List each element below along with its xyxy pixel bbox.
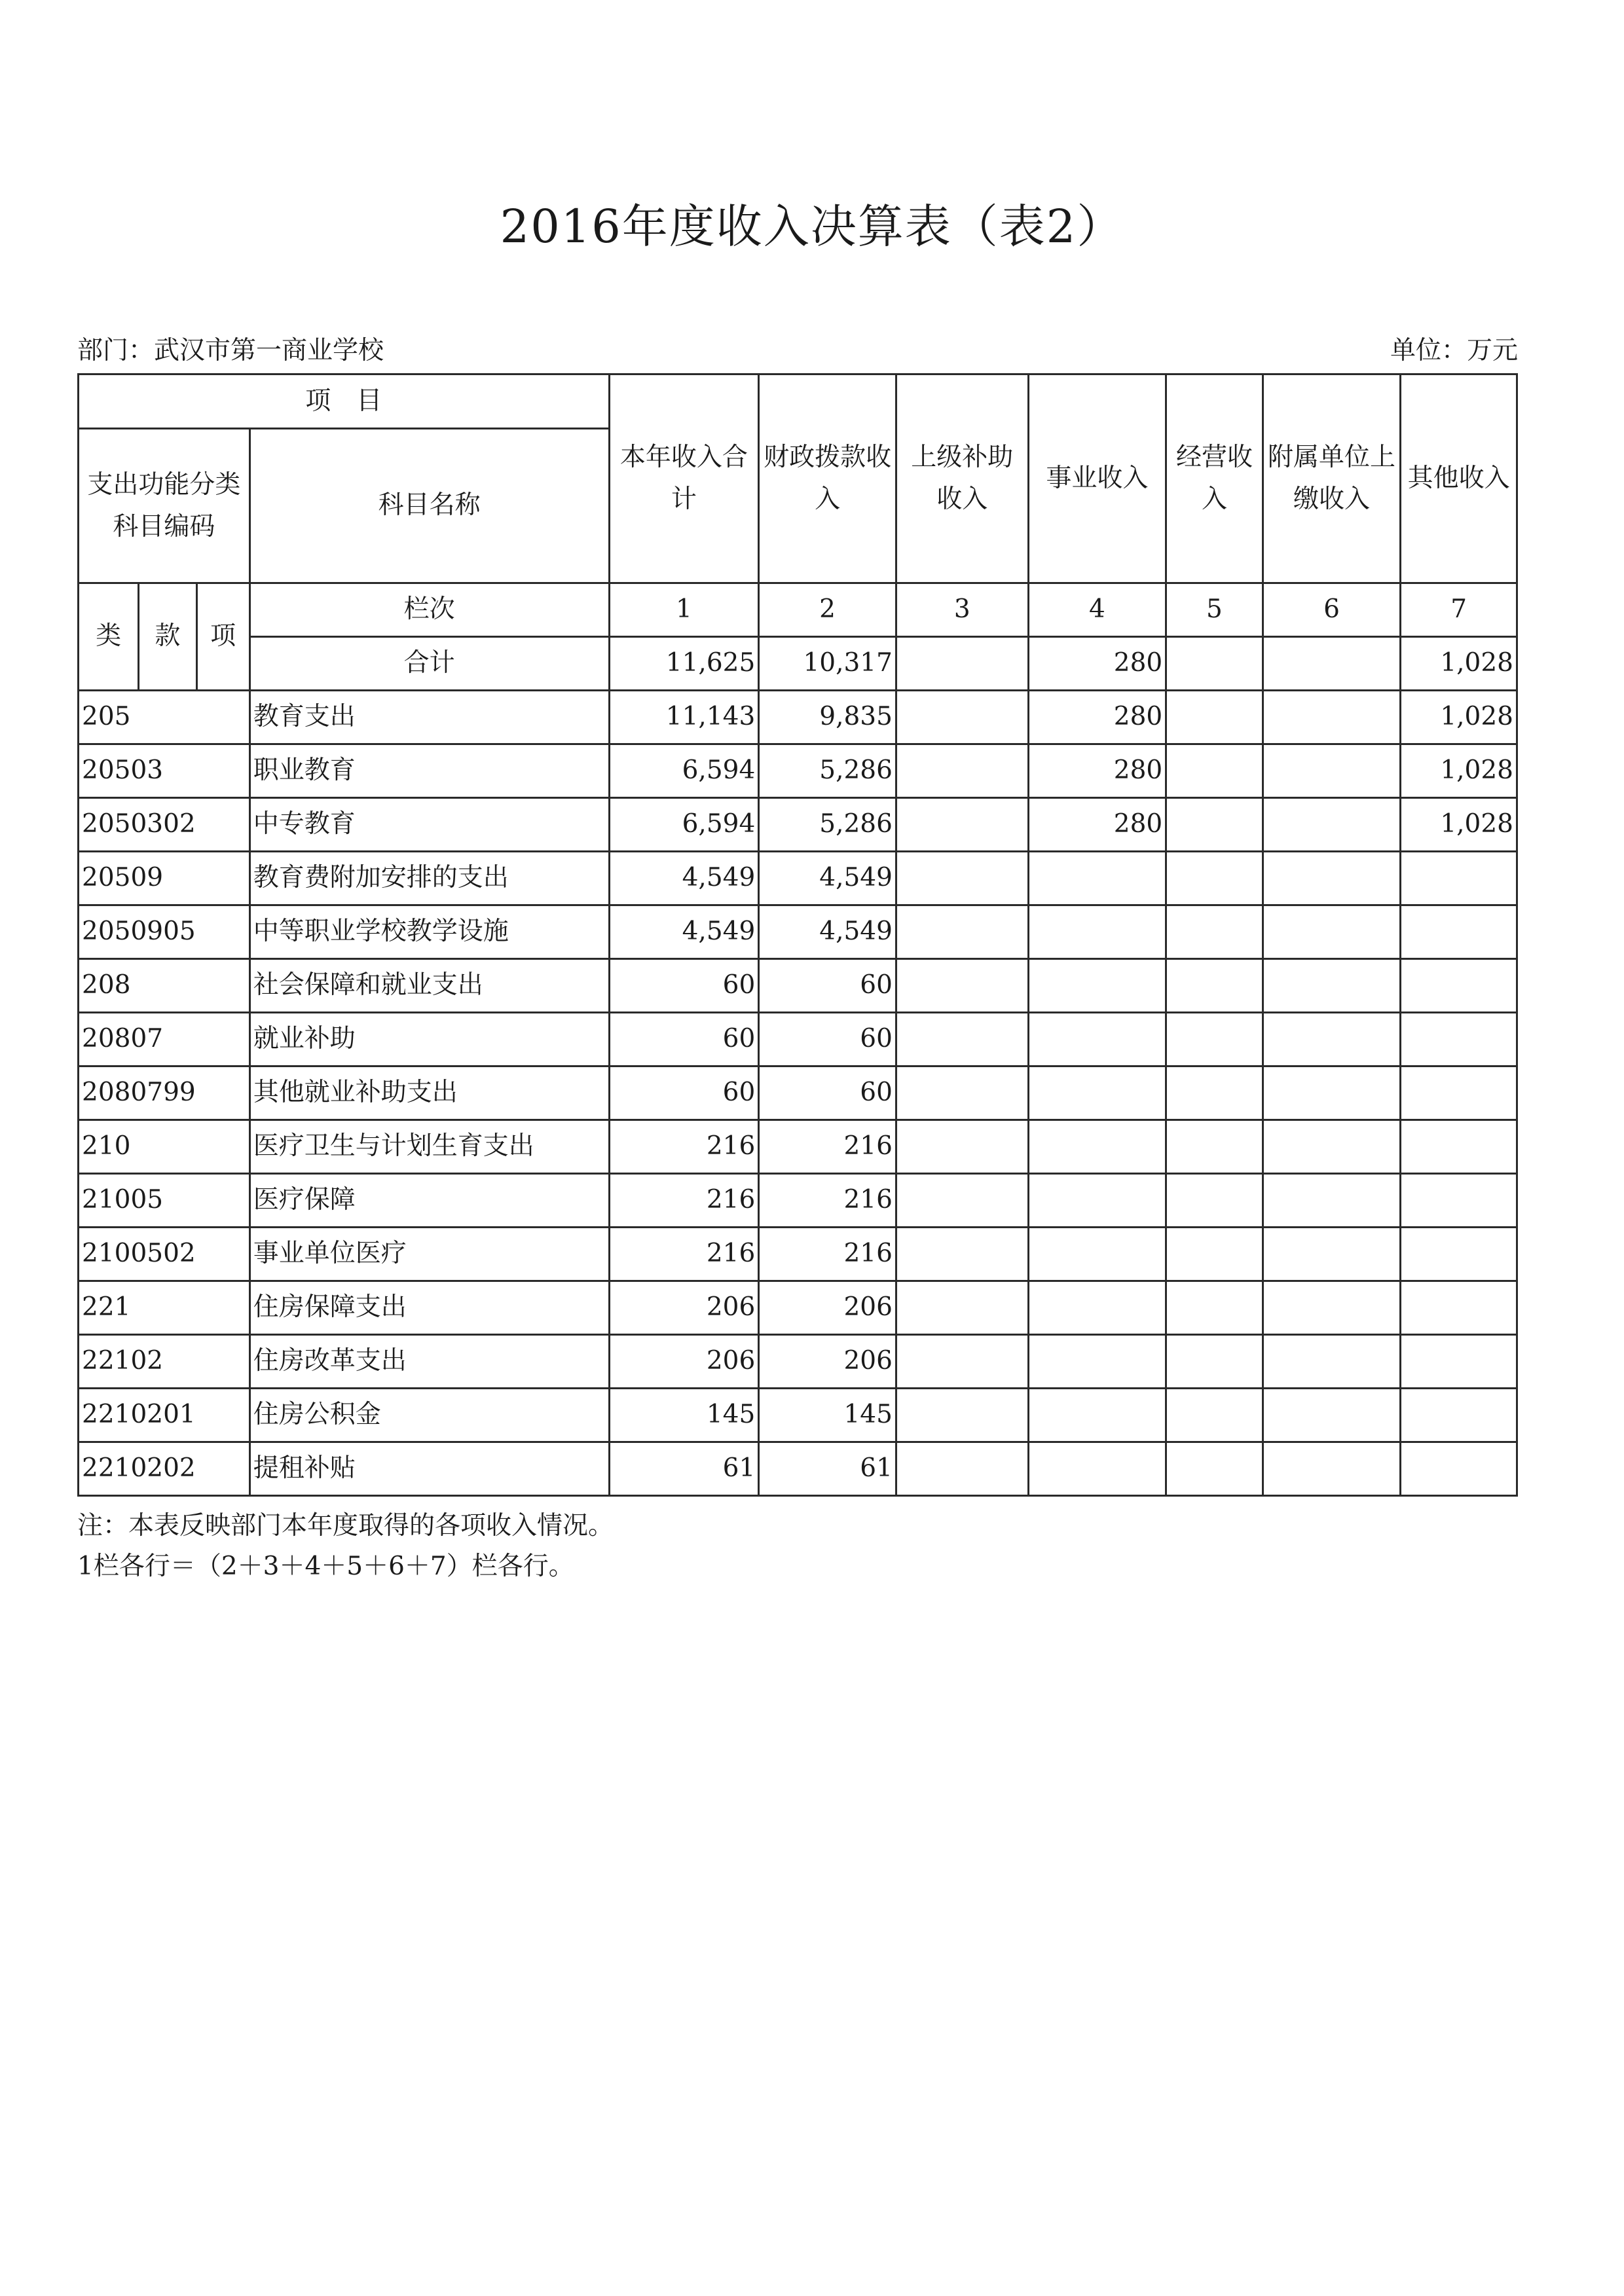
amount-cell: 145 (759, 1389, 896, 1442)
amount-cell (1166, 691, 1263, 744)
col-header-total: 本年收入合计 (609, 374, 759, 583)
amount-cell (896, 744, 1028, 798)
amount-cell (1401, 1389, 1517, 1442)
amount-cell (1263, 1228, 1401, 1281)
table-row (79, 959, 1517, 1013)
amount-cell (1166, 852, 1263, 905)
total-cell (1166, 637, 1263, 691)
amount-cell (1028, 1066, 1166, 1120)
total-cell (896, 637, 1028, 691)
code-group-header: 支出功能分类科目编码 (79, 429, 250, 583)
amount-cell (1263, 1120, 1401, 1174)
amount-cell (1028, 1174, 1166, 1228)
amount-cell: 206 (609, 1335, 759, 1389)
amount-cell (1263, 959, 1401, 1013)
amount-cell (896, 1013, 1028, 1066)
project-header: 项 目 (79, 374, 610, 429)
amount-cell (1028, 905, 1166, 959)
amount-cell: 60 (609, 1066, 759, 1120)
report-title: 2016年度收入决算表（表2） (500, 200, 1124, 253)
table-row (79, 1442, 1517, 1496)
subject-code: 2210201 (79, 1389, 250, 1442)
amount-cell (1263, 1281, 1401, 1335)
amount-cell (1166, 798, 1263, 852)
amount-cell: 4,549 (759, 905, 896, 959)
amount-cell: 60 (609, 959, 759, 1013)
amount-cell (1166, 1066, 1263, 1120)
subject-code: 205 (79, 691, 250, 744)
subject-code: 2210202 (79, 1442, 250, 1496)
amount-cell (1263, 1389, 1401, 1442)
total-cell: 280 (1028, 637, 1166, 691)
amount-cell: 145 (609, 1389, 759, 1442)
table-row (79, 1013, 1517, 1066)
amount-cell (896, 1389, 1028, 1442)
table-row (79, 1389, 1517, 1442)
amount-cell (1166, 744, 1263, 798)
total-cell: 11,625 (609, 637, 759, 691)
table-row (79, 1174, 1517, 1228)
amount-cell: 5,286 (759, 744, 896, 798)
table-row (79, 1120, 1517, 1174)
amount-cell: 216 (759, 1174, 896, 1228)
table-row (79, 744, 1517, 798)
amount-cell (1401, 1174, 1517, 1228)
note-line: 注：本表反映部门本年度取得的各项收入情况。 (77, 1511, 614, 1540)
amount-cell: 280 (1028, 691, 1166, 744)
amount-cell: 216 (759, 1120, 896, 1174)
amount-cell: 4,549 (759, 852, 896, 905)
col-header-superior: 上级补助收入 (896, 374, 1028, 583)
column-number: 1 (609, 583, 759, 637)
amount-cell (1263, 1066, 1401, 1120)
subject-code: 22102 (79, 1335, 250, 1389)
subject-name: 医疗卫生与计划生育支出 (249, 1120, 609, 1174)
amount-cell (1166, 1013, 1263, 1066)
amount-cell: 216 (609, 1228, 759, 1281)
col-header-affiliated: 附属单位上缴收入 (1263, 374, 1401, 583)
amount-cell: 9,835 (759, 691, 896, 744)
column-number: 7 (1401, 583, 1517, 637)
subject-name: 事业单位医疗 (249, 1228, 609, 1281)
amount-cell: 60 (609, 1013, 759, 1066)
column-index-label: 栏次 (249, 583, 609, 637)
amount-cell (1166, 1335, 1263, 1389)
amount-cell (1263, 1013, 1401, 1066)
xiang-header: 项 (196, 583, 249, 691)
income-table (77, 373, 1518, 1497)
amount-cell (1263, 905, 1401, 959)
amount-cell (1401, 1066, 1517, 1120)
subject-code: 20807 (79, 1013, 250, 1066)
amount-cell (1166, 905, 1263, 959)
amount-cell (896, 1120, 1028, 1174)
amount-cell (896, 691, 1028, 744)
subject-name: 教育支出 (249, 691, 609, 744)
table-row (79, 1228, 1517, 1281)
notes (77, 1506, 614, 1587)
column-number: 6 (1263, 583, 1401, 637)
subject-name: 住房保障支出 (249, 1281, 609, 1335)
amount-cell: 280 (1028, 744, 1166, 798)
table-row (79, 1335, 1517, 1389)
amount-cell: 280 (1028, 798, 1166, 852)
subject-name: 职业教育 (249, 744, 609, 798)
department-label: 部门：武汉市第一商业学校 (77, 336, 384, 365)
subject-code: 210 (79, 1120, 250, 1174)
amount-cell (1028, 959, 1166, 1013)
subject-name: 中专教育 (249, 798, 609, 852)
amount-cell: 1,028 (1401, 744, 1517, 798)
amount-cell: 60 (759, 1013, 896, 1066)
subject-name: 提租补贴 (249, 1442, 609, 1496)
subject-code: 2080799 (79, 1066, 250, 1120)
amount-cell (1028, 1228, 1166, 1281)
amount-cell (1028, 1335, 1166, 1389)
table-row (79, 905, 1517, 959)
amount-cell (896, 1281, 1028, 1335)
subject-code: 21005 (79, 1174, 250, 1228)
amount-cell (1166, 959, 1263, 1013)
table-row (79, 1281, 1517, 1335)
amount-cell (1401, 1013, 1517, 1066)
subject-code: 2050905 (79, 905, 250, 959)
subject-code: 20509 (79, 852, 250, 905)
subject-code: 20503 (79, 744, 250, 798)
amount-cell (1401, 1335, 1517, 1389)
total-row (79, 637, 1517, 691)
amount-cell (1401, 959, 1517, 1013)
amount-cell: 5,286 (759, 798, 896, 852)
amount-cell (1263, 1174, 1401, 1228)
amount-cell (896, 905, 1028, 959)
amount-cell (1263, 691, 1401, 744)
total-label: 合计 (249, 637, 609, 691)
amount-cell (1028, 1389, 1166, 1442)
total-cell (1263, 637, 1401, 691)
amount-cell: 206 (759, 1281, 896, 1335)
amount-cell (1401, 1228, 1517, 1281)
amount-cell (1263, 1442, 1401, 1496)
amount-cell (896, 1442, 1028, 1496)
amount-cell (1401, 1120, 1517, 1174)
subject-name: 医疗保障 (249, 1174, 609, 1228)
amount-cell (1401, 1442, 1517, 1496)
amount-cell (1263, 744, 1401, 798)
col-header-operating: 经营收入 (1166, 374, 1263, 583)
subject-code: 221 (79, 1281, 250, 1335)
subject-name: 社会保障和就业支出 (249, 959, 609, 1013)
amount-cell: 216 (609, 1174, 759, 1228)
total-cell: 10,317 (759, 637, 896, 691)
note-line: 1栏各行＝（2＋3＋4＋5＋6＋7）栏各行。 (77, 1552, 574, 1581)
amount-cell: 206 (609, 1281, 759, 1335)
amount-cell: 6,594 (609, 744, 759, 798)
lei-header: 类 (79, 583, 139, 691)
subject-code: 2050302 (79, 798, 250, 852)
subject-name: 其他就业补助支出 (249, 1066, 609, 1120)
kuan-header: 款 (139, 583, 196, 691)
amount-cell (896, 1335, 1028, 1389)
amount-cell (1401, 1281, 1517, 1335)
unit-label: 单位：万元 (1390, 336, 1518, 365)
column-number: 4 (1028, 583, 1166, 637)
amount-cell (1401, 905, 1517, 959)
amount-cell: 6,594 (609, 798, 759, 852)
amount-cell (1028, 1281, 1166, 1335)
amount-cell (1166, 1389, 1263, 1442)
amount-cell: 216 (759, 1228, 896, 1281)
amount-cell: 216 (609, 1120, 759, 1174)
column-number: 5 (1166, 583, 1263, 637)
table-row (79, 798, 1517, 852)
amount-cell: 1,028 (1401, 798, 1517, 852)
amount-cell (1263, 798, 1401, 852)
subject-code: 208 (79, 959, 250, 1013)
amount-cell (1166, 1120, 1263, 1174)
amount-cell (1166, 1174, 1263, 1228)
subject-name-header: 科目名称 (249, 429, 609, 583)
amount-cell (1028, 1120, 1166, 1174)
col-header-business: 事业收入 (1028, 374, 1166, 583)
amount-cell (896, 852, 1028, 905)
amount-cell (1028, 1013, 1166, 1066)
amount-cell (896, 1228, 1028, 1281)
subject-code: 2100502 (79, 1228, 250, 1281)
amount-cell (896, 798, 1028, 852)
amount-cell (1028, 852, 1166, 905)
amount-cell (1028, 1442, 1166, 1496)
amount-cell: 206 (759, 1335, 896, 1389)
column-number: 3 (896, 583, 1028, 637)
amount-cell (1263, 1335, 1401, 1389)
subject-name: 住房改革支出 (249, 1335, 609, 1389)
amount-cell (896, 959, 1028, 1013)
amount-cell (1166, 1442, 1263, 1496)
amount-cell: 4,549 (609, 852, 759, 905)
subject-name: 住房公积金 (249, 1389, 609, 1442)
amount-cell (1166, 1281, 1263, 1335)
amount-cell: 60 (759, 959, 896, 1013)
amount-cell (1166, 1228, 1263, 1281)
amount-cell: 1,028 (1401, 691, 1517, 744)
amount-cell (1401, 852, 1517, 905)
total-cell: 1,028 (1401, 637, 1517, 691)
amount-cell: 61 (759, 1442, 896, 1496)
amount-cell: 11,143 (609, 691, 759, 744)
amount-cell (1263, 852, 1401, 905)
subject-name: 就业补助 (249, 1013, 609, 1066)
amount-cell (896, 1174, 1028, 1228)
col-header-other: 其他收入 (1401, 374, 1517, 583)
col-header-fiscal: 财政拨款收入 (759, 374, 896, 583)
table-row (79, 852, 1517, 905)
subject-name: 教育费附加安排的支出 (249, 852, 609, 905)
amount-cell (896, 1066, 1028, 1120)
table-row (79, 1066, 1517, 1120)
table-row (79, 691, 1517, 744)
amount-cell: 4,549 (609, 905, 759, 959)
amount-cell: 60 (759, 1066, 896, 1120)
amount-cell: 61 (609, 1442, 759, 1496)
column-number: 2 (759, 583, 896, 637)
subject-name: 中等职业学校教学设施 (249, 905, 609, 959)
